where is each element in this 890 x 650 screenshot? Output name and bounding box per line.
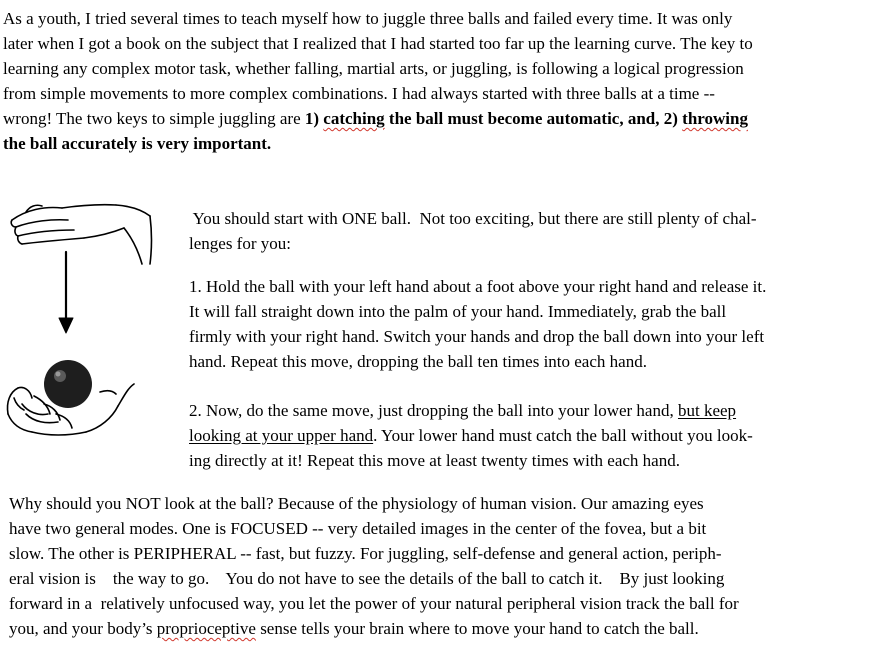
step-1-paragraph — [189, 274, 766, 374]
down-arrow-icon — [59, 252, 73, 333]
key-one-label: 1) — [304, 109, 324, 128]
why-line-2: have two general modes. One is FOCUSED -- very detailed images in the center of the fovea, but a bit — [9, 519, 707, 538]
why-line-1: Why should you NOT look at the ball? Because of the physiology of human vision. Our amazing eyes — [9, 494, 704, 513]
intro-paragraph — [3, 6, 753, 156]
step-1-line-2: It will fall straight down into the palm of your hand. Immediately, grab the ball — [189, 302, 727, 321]
why-line-5: forward in a relatively unfocused way, you let the power of your natural peripheral vision track the ball for — [9, 594, 739, 613]
step-2-line-2 — [189, 423, 753, 448]
intro-line-5 — [3, 106, 753, 131]
step-2-line-3: ing directly at it! Repeat this move at least twenty times with each hand. — [189, 451, 680, 470]
step-2-paragraph — [189, 398, 753, 473]
intro-line-6-bold: the ball accurately is very important. — [3, 134, 272, 153]
intro-line-4: from simple movements to more complex combinations. I had always started with three balls at a time -- — [3, 84, 715, 103]
why-line-6 — [9, 616, 739, 641]
proprioceptive-word: proprioceptive — [156, 619, 256, 638]
one-ball-paragraph — [189, 206, 757, 256]
dropping-hand-icon — [11, 205, 151, 264]
step-2-line-1 — [189, 398, 753, 423]
juggling-drop-illustration — [4, 192, 154, 452]
ball-icon — [44, 360, 92, 408]
why-line-6-text-a: you, and your body’s — [9, 619, 157, 638]
why-paragraph — [9, 491, 739, 641]
throwing-word: throwing — [682, 109, 748, 128]
step-2-line-1-text: 2. Now, do the same move, just dropping the ball into your lower hand, — [189, 401, 678, 420]
intro-line-2: later when I got a book on the subject that I realized that I had started too far up the learning curve. The key to — [3, 34, 753, 53]
why-line-6-text-b: sense tells your brain where to move your hand to catch the ball. — [255, 619, 699, 638]
step-2-emphasis-b: looking at your upper hand — [189, 426, 374, 445]
step-1-line-1: 1. Hold the ball with your left hand about a foot above your right hand and release it. — [189, 277, 767, 296]
step-2-emphasis-a: but keep — [677, 401, 737, 420]
intro-line-6 — [3, 131, 753, 156]
step-1-line-4: hand. Repeat this move, dropping the ball ten times into each hand. — [189, 352, 647, 371]
intro-line-1: As a youth, I tried several times to teach myself how to juggle three balls and failed every time. It was only — [3, 9, 733, 28]
why-line-3: slow. The other is PERIPHERAL -- fast, but fuzzy. For juggling, self-defense and general action, periph- — [9, 544, 722, 563]
intro-line-5-text: wrong! The two keys to simple juggling are — [3, 109, 305, 128]
catching-word: catching — [323, 109, 385, 128]
step-1-line-3: firmly with your right hand. Switch your hands and drop the ball down into your left — [189, 327, 765, 346]
step-2-line-2-text: . Your lower hand must catch the ball without you look- — [373, 426, 753, 445]
why-line-4: eral vision is the way to go. You do not have to see the details of the ball to catch it. By just looking — [9, 569, 725, 588]
one-ball-line-2: lenges for you: — [189, 234, 291, 253]
key-two-label: the ball must become automatic, and, 2) — [384, 109, 683, 128]
intro-line-3: learning any complex motor task, whether falling, martial arts, or juggling, is following a logical progression — [3, 59, 744, 78]
one-ball-line-1: You should start with ONE ball. Not too exciting, but there are still plenty of chal- — [189, 209, 757, 228]
